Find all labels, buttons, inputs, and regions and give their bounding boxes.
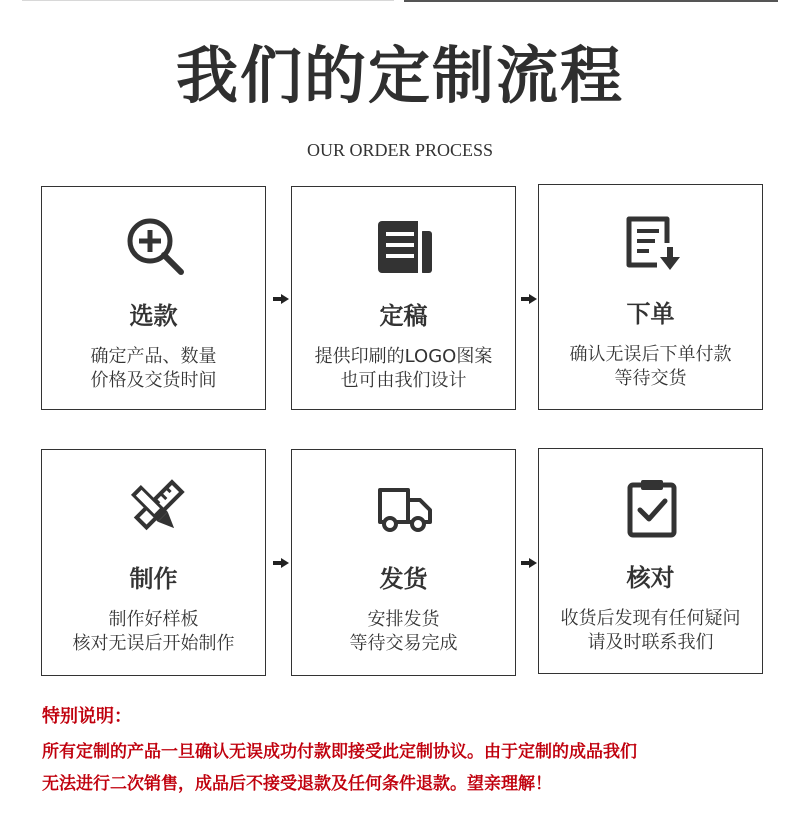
step-card-ship [291, 449, 516, 676]
delivery-truck-icon [374, 478, 436, 540]
step-card-finalize [291, 186, 516, 410]
arrow-right-icon [521, 558, 537, 568]
document-list-icon [374, 215, 436, 277]
arrow-right-icon [273, 558, 289, 568]
clipboard-check-icon [621, 477, 683, 539]
step-card-order [538, 184, 763, 410]
notice-label: 特别说明： [42, 706, 132, 727]
step-name: 选款 [129, 302, 178, 330]
notice-line: 所有定制的产品一旦确认无误成功付款即接受此定制协议。由于定制的成品我们 [42, 742, 637, 762]
step-description: 提供印刷的LOGO图案 也可由我们设计 [314, 346, 493, 391]
step-name: 核对 [626, 564, 675, 592]
step-description: 收货后发现有任何疑问 请及时联系我们 [560, 608, 741, 653]
notice-line: 无法进行二次销售，成品后不接受退款及任何条件退款。望亲理解！ [42, 774, 552, 794]
step-description: 制作好样板 核对无误后开始制作 [72, 609, 235, 654]
magnifier-plus-icon [124, 215, 186, 277]
top-divider-left [22, 0, 394, 1]
step-name: 制作 [129, 565, 178, 593]
page-title: 我们的定制流程 [175, 39, 624, 112]
step-card-produce [41, 449, 266, 676]
order-download-icon [621, 213, 683, 275]
top-divider-right [404, 0, 778, 2]
step-description: 确定产品、数量 价格及交货时间 [90, 346, 217, 391]
pencil-ruler-icon [124, 478, 186, 540]
step-card-verify [538, 448, 763, 674]
arrow-right-icon [521, 294, 537, 304]
special-notice [42, 702, 782, 800]
step-card-select [41, 186, 266, 410]
step-name: 发货 [379, 565, 428, 593]
page-subtitle: OUR ORDER PROCESS [306, 140, 494, 160]
step-description: 安排发货 等待交易完成 [349, 609, 458, 654]
arrow-right-icon [273, 294, 289, 304]
step-description: 确认无误后下单付款 等待交货 [569, 344, 732, 389]
step-name: 下单 [626, 300, 675, 328]
step-name: 定稿 [379, 302, 428, 330]
